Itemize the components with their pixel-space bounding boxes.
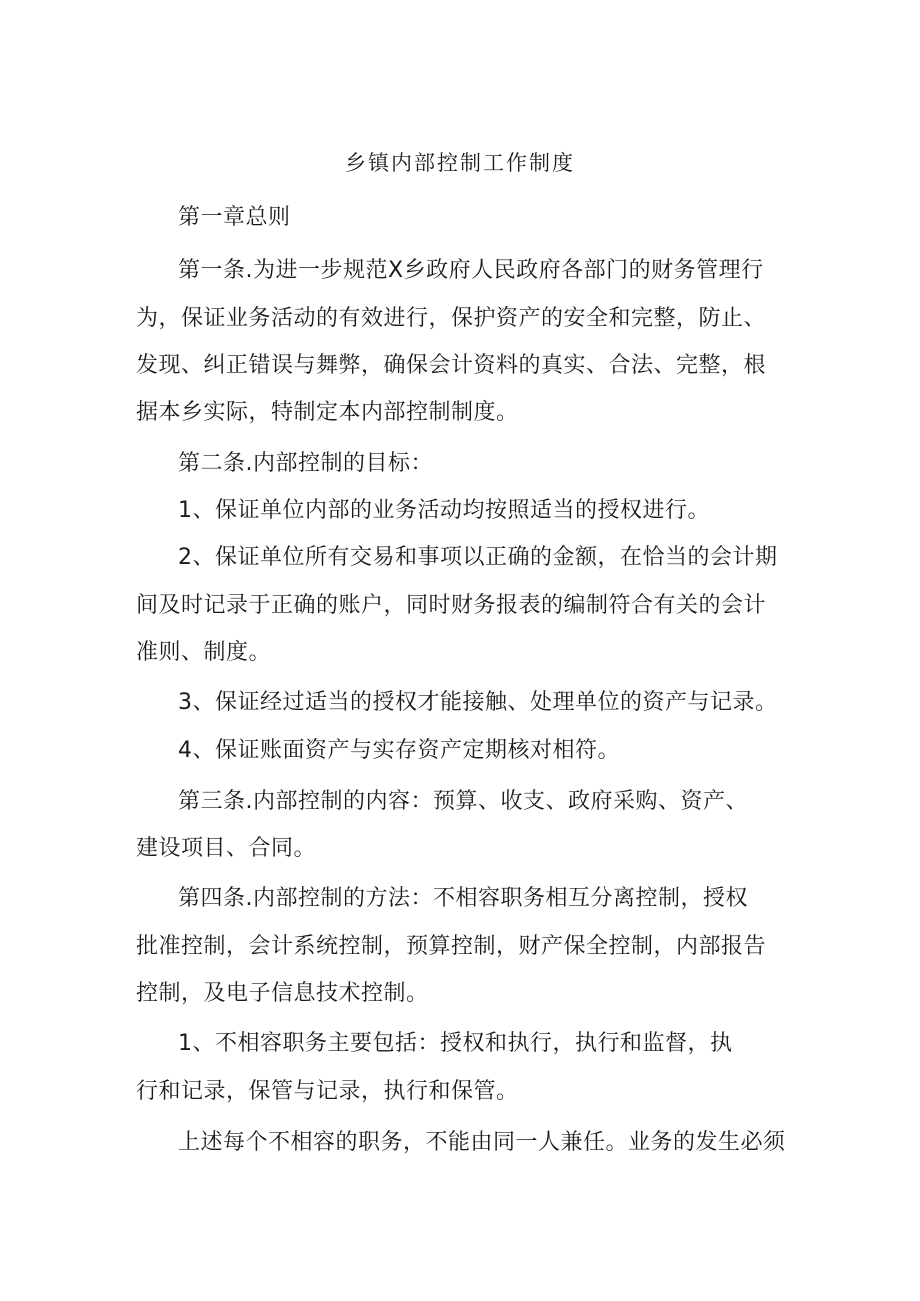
document-title: 乡镇内部控制工作制度 — [345, 151, 575, 175]
closing-line: 上述每个不相容的职务，不能由同一人兼任。业务的发生必须 — [178, 1130, 786, 1155]
goal-item-1: 1、保证单位内部的业务活动均按照适当的授权进行。 — [178, 498, 710, 523]
method-item-1-line: 行和记录，保管与记录，执行和保管。 — [136, 1079, 519, 1104]
article4-line: 批准控制，会计系统控制，预算控制，财产保全控制，内部报告 — [136, 934, 767, 959]
goal-item-2-line: 2、保证单位所有交易和事项以正确的金额，在恰当的会计期 — [178, 545, 778, 570]
article4-line: 第四条.内部控制的方法：不相容职务相互分离控制，授权 — [178, 886, 748, 911]
article3-line: 建设项目、合同。 — [136, 836, 317, 861]
article1-line: 发现、纠正错误与舞弊，确保会计资料的真实、合法、完整，根 — [136, 353, 767, 378]
article1-line: 为，保证业务活动的有效进行，保护资产的安全和完整，防止、 — [136, 306, 767, 331]
article3-line: 第三条.内部控制的内容：预算、收支、政府采购、资产、 — [178, 789, 748, 814]
method-item-1-line: 1、不相容职务主要包括：授权和执行，执行和监督，执 — [178, 1031, 733, 1056]
article1-line: 第一条.为进一步规范X乡政府人民政府各部门的财务管理行 — [178, 258, 764, 283]
article4-line: 控制，及电子信息技术控制。 — [136, 981, 429, 1006]
goal-item-4: 4、保证账面资产与实存资产定期核对相符。 — [178, 738, 620, 763]
goal-item-2-line: 准则、制度。 — [136, 640, 272, 665]
goal-item-2-line: 间及时记录于正确的账户，同时财务报表的编制符合有关的会计 — [136, 593, 767, 618]
goal-item-3: 3、保证经过适当的授权才能接触、处理单位的资产与记录。 — [178, 690, 778, 715]
article2-heading: 第二条.内部控制的目标： — [178, 451, 433, 476]
article1-line: 据本乡实际，特制定本内部控制制度。 — [136, 400, 519, 425]
chapter-heading: 第一章总则 — [178, 205, 291, 230]
